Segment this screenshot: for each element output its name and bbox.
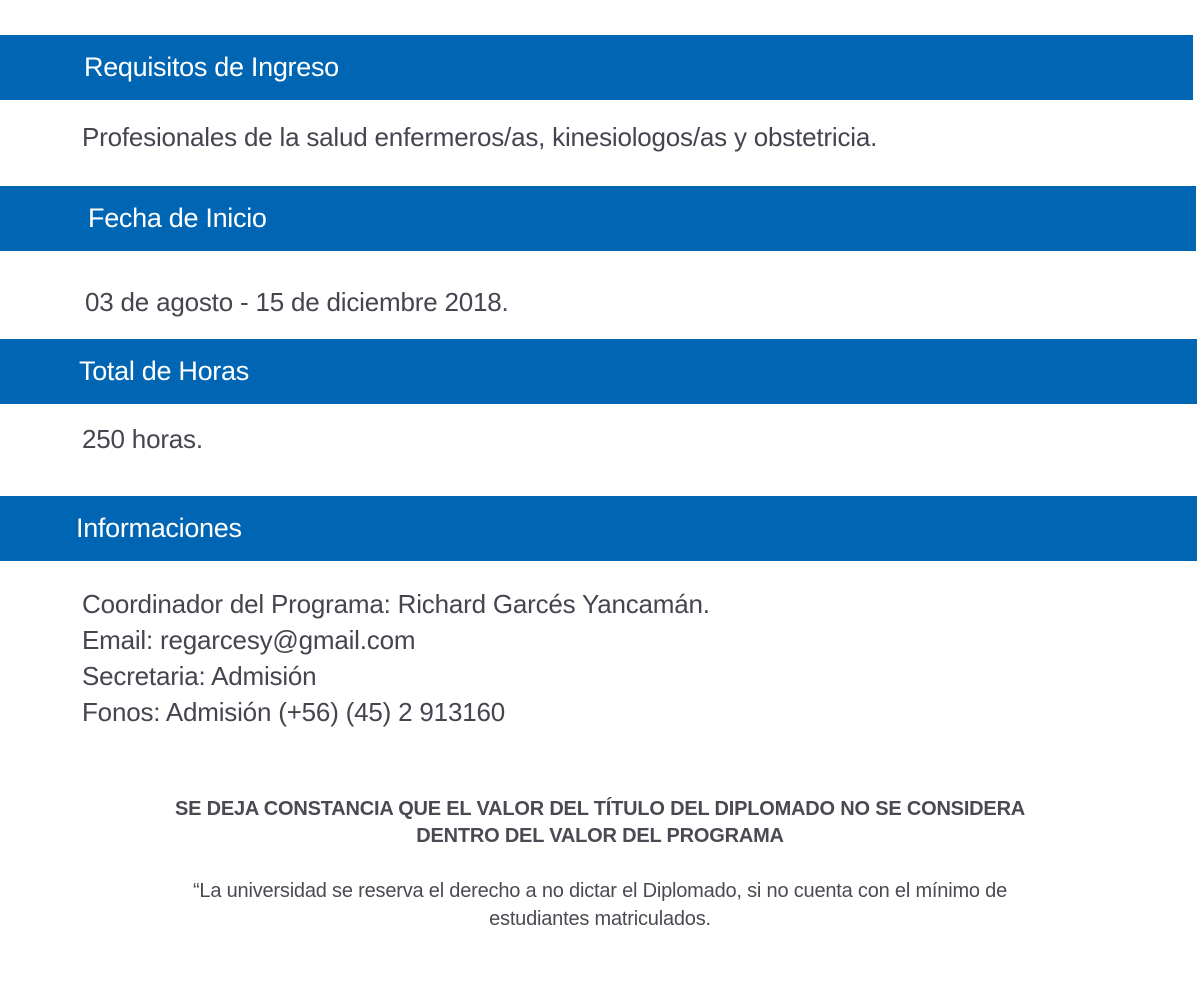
disclaimer bbox=[100, 877, 1100, 933]
notice-line-2: DENTRO DEL VALOR DEL PROGRAMA bbox=[416, 825, 784, 847]
section-title-informaciones: Informaciones bbox=[76, 513, 242, 543]
informaciones-list bbox=[82, 586, 710, 730]
horas-text: 250 horas. bbox=[82, 424, 203, 454]
email-line: Email: regarcesy@gmail.com bbox=[82, 625, 416, 655]
title-value-notice bbox=[100, 796, 1100, 850]
fecha-text: 03 de agosto - 15 de diciembre 2018. bbox=[85, 287, 509, 317]
section-header-fecha bbox=[0, 186, 1196, 251]
section-title-horas: Total de Horas bbox=[79, 356, 249, 386]
section-title-fecha: Fecha de Inicio bbox=[88, 203, 267, 233]
requisitos-text: Profesionales de la salud enfermeros/as, kinesiologos/as y obstetricia. bbox=[82, 122, 878, 152]
section-header-informaciones bbox=[0, 496, 1197, 561]
section-title-requisitos: Requisitos de Ingreso bbox=[84, 52, 339, 82]
coordinator-line: Coordinador del Programa: Richard Garcés Yancamán. bbox=[82, 589, 710, 619]
notice-line-1: SE DEJA CONSTANCIA QUE EL VALOR DEL TÍTULO DEL DIPLOMADO NO SE CONSIDERA bbox=[174, 798, 1026, 820]
secretary-line: Secretaria: Admisión bbox=[82, 661, 317, 691]
phones-line: Fonos: Admisión (+56) (45) 2 913160 bbox=[82, 697, 505, 727]
disclaimer-line-2: estudiantes matriculados. bbox=[489, 908, 711, 930]
disclaimer-line-1: “La universidad se reserva el derecho a no dictar el Diplomado, si no cuenta con el mínimo de bbox=[192, 880, 1008, 902]
section-header-requisitos bbox=[0, 35, 1193, 100]
section-header-horas bbox=[0, 339, 1197, 404]
